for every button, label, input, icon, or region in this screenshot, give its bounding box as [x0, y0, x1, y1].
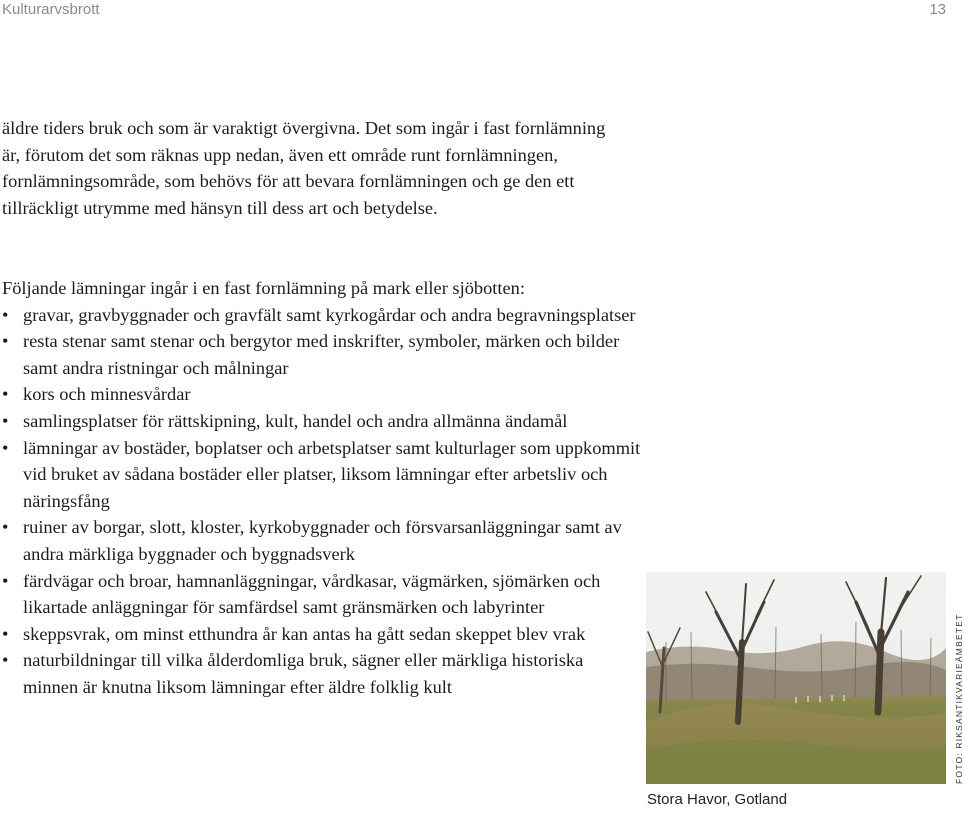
- landscape-photo-image: [646, 572, 946, 784]
- bullet-icon: •: [2, 410, 9, 431]
- running-header: [0, 0, 960, 22]
- list-heading: Följande lämningar ingår i en fast fornlämning på mark eller sjöbotten:: [2, 278, 525, 298]
- list-item-text: samlingsplatser för rättskipning, kult, handel och andra allmänna ändamål: [23, 410, 568, 431]
- list-item-text: resta stenar samt stenar och bergytor med inskrifter, symboler, märken och bilder samt andra ristningar och målningar: [23, 331, 620, 378]
- list-item-text: färdvägar och broar, hamnanläggningar, vårdkasar, vägmärken, sjömärken och likartade anläggningar för samfärdsel samt gränsmärken och labyrinter: [23, 570, 601, 618]
- list-item: [2, 647, 642, 700]
- stora-havor-photo: [646, 572, 946, 784]
- page-number: 13: [929, 1, 946, 18]
- bullet-icon: •: [2, 384, 9, 405]
- list-item: [2, 621, 642, 648]
- list-item: [2, 435, 642, 515]
- list-item-text: lämningar av bostäder, boplatser och arbetsplatser samt kulturlager som uppkommit vid bruket av sådana bostäder eller platser, liksom lämningar efter arbetsliv och näringsfång: [23, 437, 641, 511]
- list-item: [2, 328, 642, 381]
- list-item: [2, 302, 642, 329]
- bullet-icon: •: [2, 570, 9, 591]
- bullet-icon: •: [2, 304, 9, 325]
- list-item: [2, 381, 642, 408]
- list-item: [2, 568, 642, 621]
- list-item-text: kors och minnesvårdar: [23, 384, 191, 405]
- list-item-text: ruiner av borgar, slott, kloster, kyrkobyggnader och försvarsanläggningar samt av andra märkliga byggnader och byggnadsverk: [23, 517, 622, 564]
- list-item: [2, 514, 642, 567]
- photo-credit: FOTO: RIKSANTIKVARIEÄMBETET: [954, 613, 964, 784]
- bullet-icon: •: [2, 650, 9, 671]
- list-item-text: naturbildningar till vilka ålderdomliga bruk, sägner eller märkliga historiska minnen är knutna liksom lämningar efter äldre folklig kult: [23, 650, 584, 697]
- photo-caption: Stora Havor, Gotland: [647, 791, 788, 808]
- bullet-icon: •: [2, 623, 9, 644]
- bullet-icon: •: [2, 331, 9, 352]
- bullet-icon: •: [2, 517, 9, 538]
- bullet-icon: •: [2, 437, 9, 458]
- running-header-title: Kulturarvsbrott: [2, 1, 100, 18]
- list-item-text: skeppsvrak, om minst etthundra år kan antas ha gått sedan skeppet blev vrak: [23, 623, 586, 644]
- fornlamning-list-section: [2, 275, 642, 701]
- list-item: [2, 408, 642, 435]
- intro-paragraph: äldre tiders bruk och som är varaktigt övergivna. Det som ingår i fast fornlämning är, förutom det som räknas upp nedan, även ett område runt fornlämningen, fornlämningsområde, som behövs för att bevara fornlämningen och ge den ett tillräckligt utrymme med hänsyn till dess art och betydelse.: [2, 118, 606, 218]
- fornlamning-list: [2, 302, 642, 701]
- list-item-text: gravar, gravbyggnader och gravfält samt kyrkogårdar och andra begravningsplatser: [23, 304, 636, 325]
